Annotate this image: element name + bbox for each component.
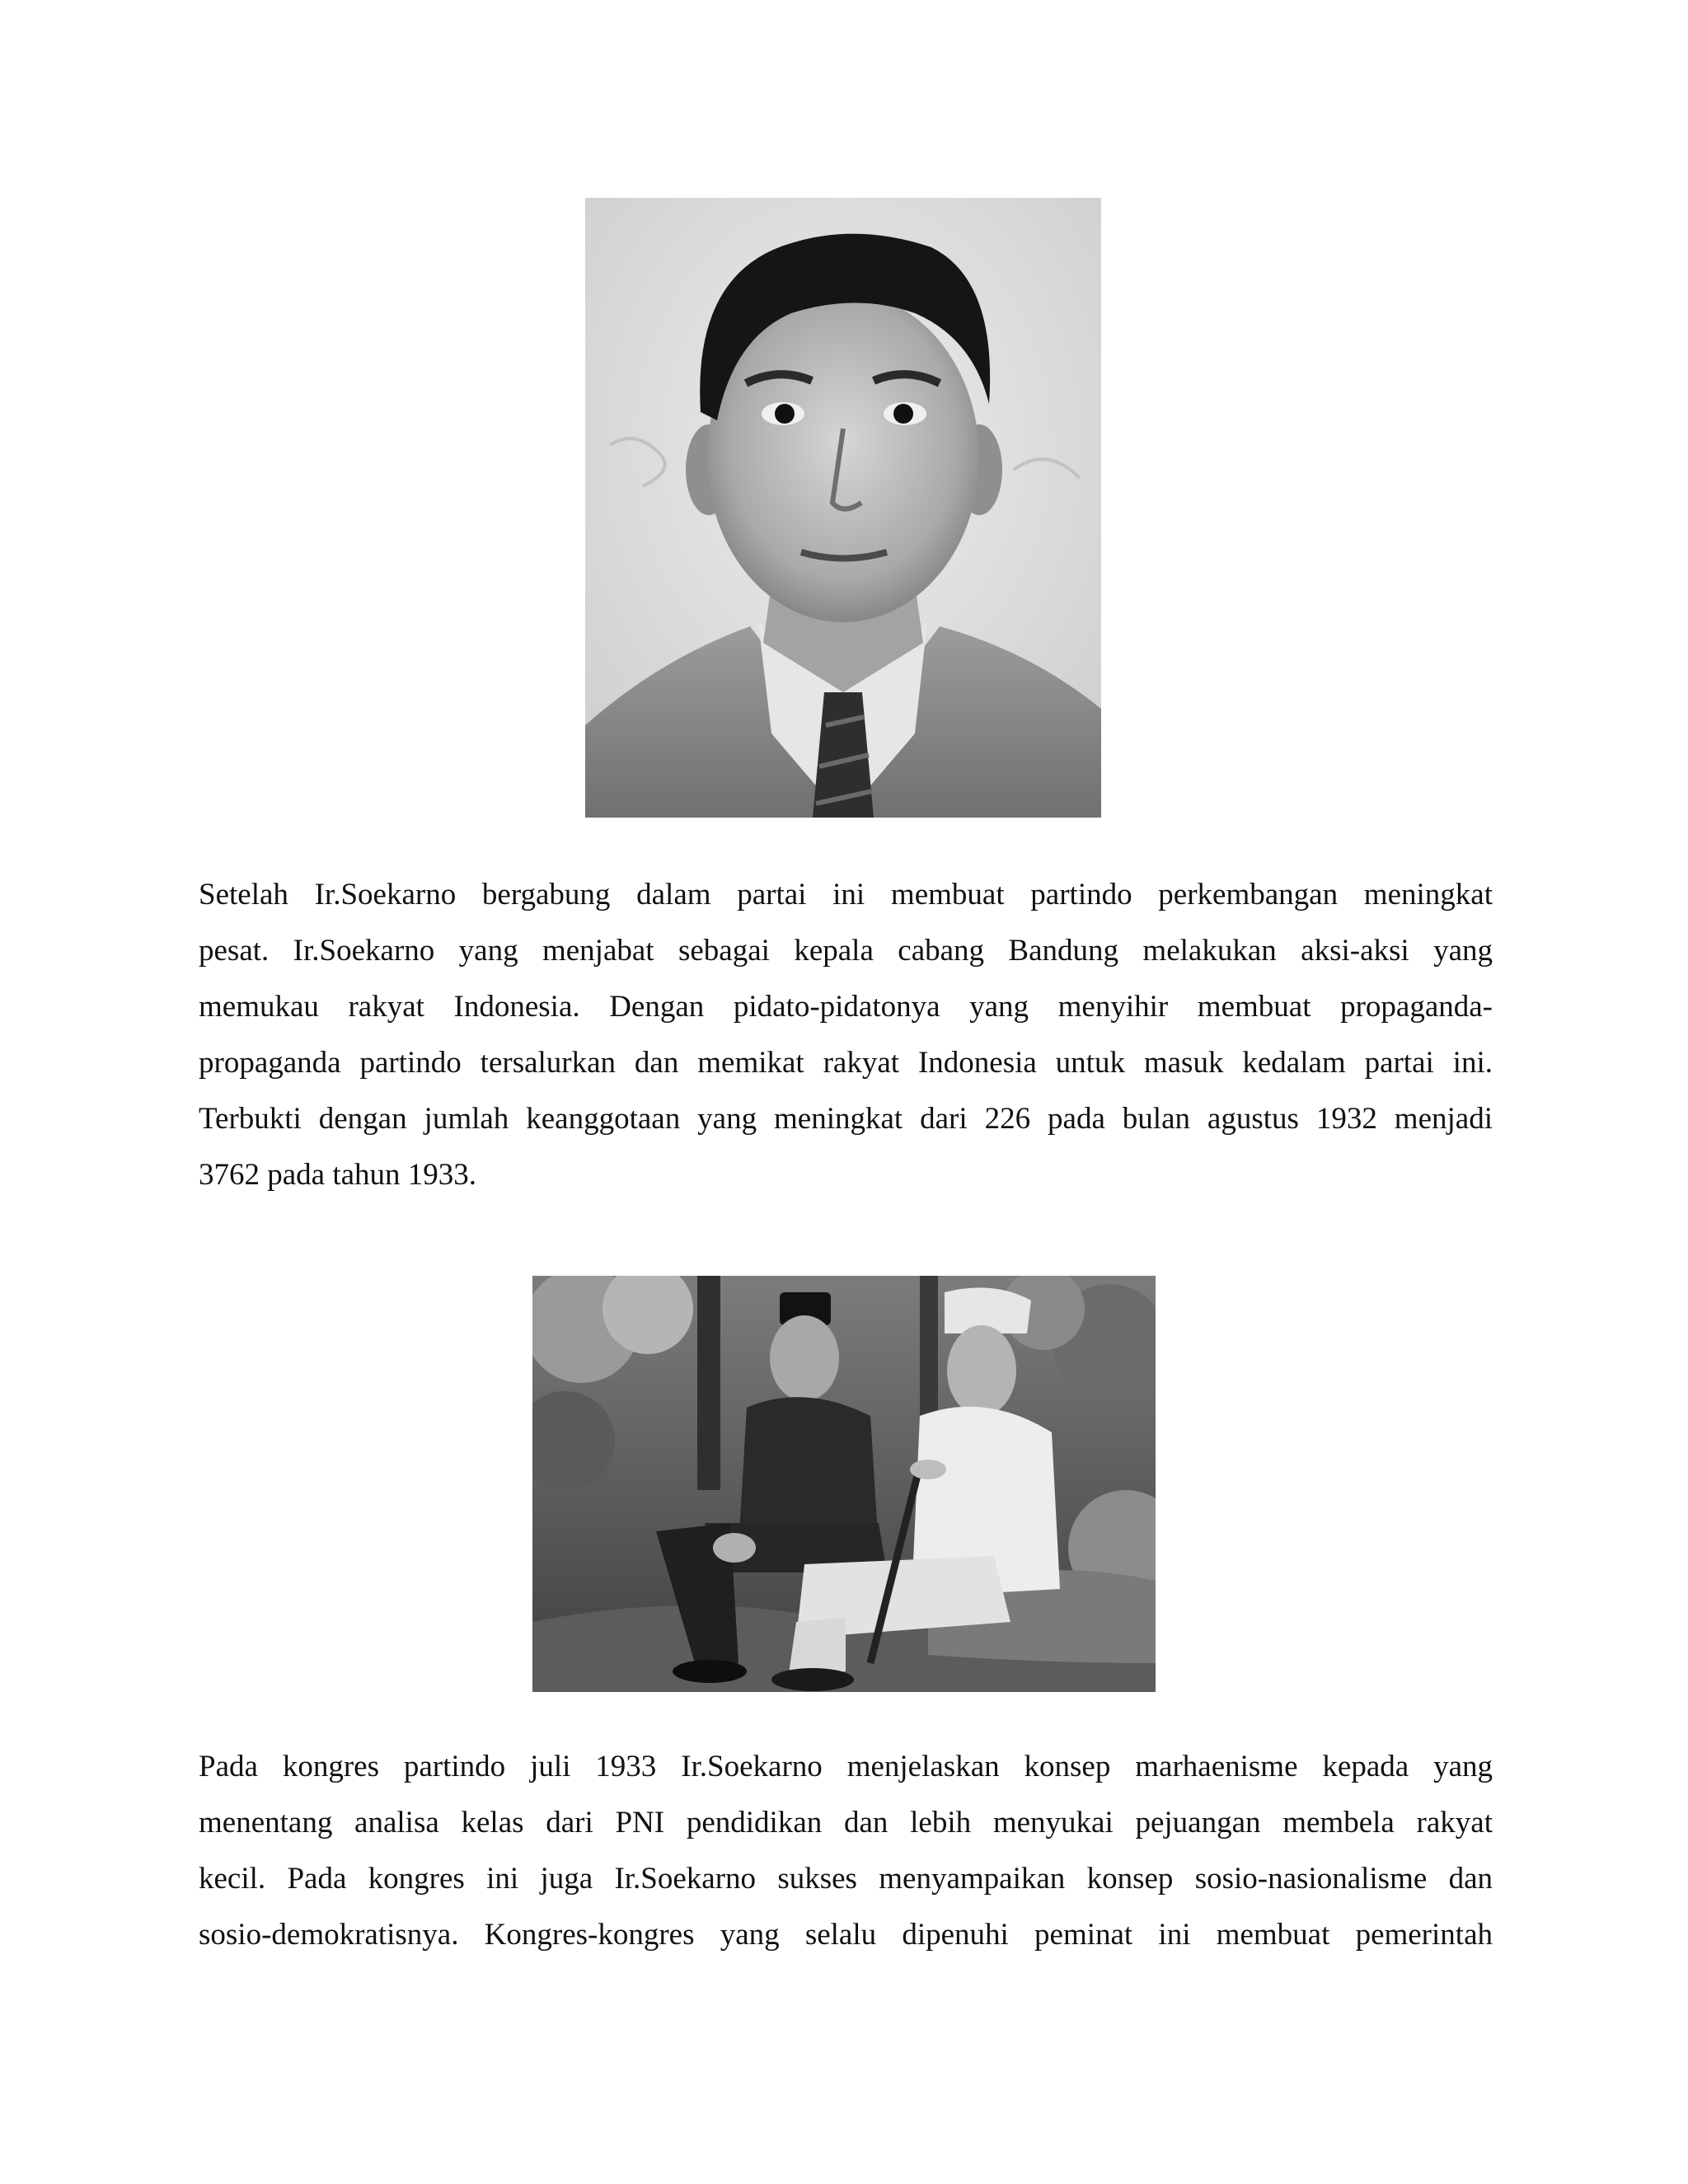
paragraph-1-line-1: Setelah Ir.Soekarno bergabung dalam partai ini membuat partindo perkembangan meningkat xyxy=(199,878,1493,912)
paragraph-1-line-3: memukau rakyat Indonesia. Dengan pidato-pidatonya yang menyihir membuat propaganda- xyxy=(199,990,1493,1024)
paragraph-1 xyxy=(199,867,1493,1203)
paragraph-1-line-2: pesat. Ir.Soekarno yang menjabat sebagai kepala cabang Bandung melakukan aksi-aksi yang xyxy=(199,934,1493,968)
paragraph-2-line-1: Pada kongres partindo juli 1933 Ir.Soekarno menjelaskan konsep marhaenisme kepada yang xyxy=(199,1750,1493,1783)
outdoor-photo-graphic xyxy=(532,1276,1156,1692)
paragraph-1-line-6: 3762 pada tahun 1933. xyxy=(199,1158,477,1192)
paragraph-2-line-2: menentang analisa kelas dari PNI pendidikan dan lebih menyukai pejuangan membela rakyat xyxy=(199,1806,1493,1840)
paragraph-1-line-5: Terbukti dengan jumlah keanggotaan yang meningkat dari 226 pada bulan agustus 1932 menjadi xyxy=(199,1102,1493,1136)
paragraph-2 xyxy=(199,1739,1493,1963)
paragraph-2-line-3: kecil. Pada kongres ini juga Ir.Soekarno sukses menyampaikan konsep sosio-nasionalisme dan xyxy=(199,1862,1493,1896)
paragraph-2-line-4: sosio-demokratisnya. Kongres-kongres yang selalu dipenuhi peminat ini membuat pemerintah xyxy=(199,1918,1493,1952)
portrait-photo-graphic xyxy=(585,198,1101,818)
outdoor-photo xyxy=(532,1276,1156,1692)
paragraph-1-line-4: propaganda partindo tersalurkan dan memikat rakyat Indonesia untuk masuk kedalam partai ini. xyxy=(199,1046,1493,1080)
portrait-photo xyxy=(585,198,1101,818)
